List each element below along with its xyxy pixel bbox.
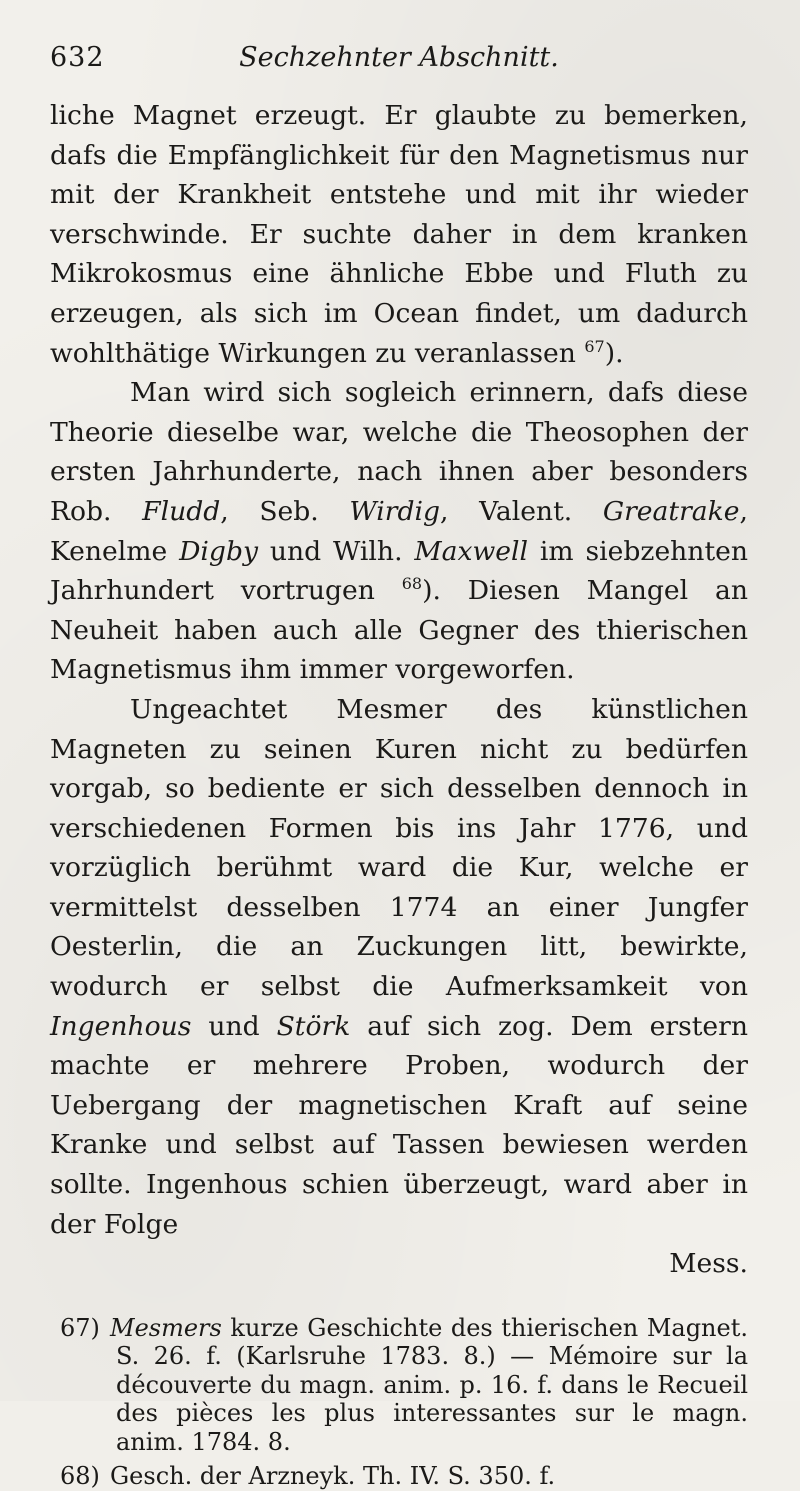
paragraph-2-text-a: Man wird sich sogleich erinnern, dafs diese Theorie dieselbe war, welche die Theosophen der ersten Jahrhunderte, nach ihnen aber besonders Rob.: [50, 377, 748, 527]
paragraph-2-text-e: und Wilh.: [269, 535, 403, 567]
footnote-68: [50, 1462, 748, 1491]
footnote-text: kurze Geschichte des thierischen Magnet. S. 26. f. (Karlsruhe 1783. 8.) — Mémoire sur la découverte du magn. anim. p. 16. f. dans le Recueil des pièces les plus interessantes sur le magn. anim. 1784. 8.: [116, 1313, 748, 1456]
name-greatrake: Greatrake: [602, 495, 740, 527]
running-head: Sechzehnter Abschnitt.: [239, 42, 559, 73]
paragraph-1-tail: ).: [604, 337, 624, 369]
main-text: [50, 96, 748, 1284]
footnote-label: 68): [60, 1462, 100, 1491]
footnote-67: [50, 1314, 748, 1457]
name-ingenhous: Ingenhous: [50, 1010, 192, 1042]
page-number: 632: [50, 42, 105, 73]
footnote-label: 67): [60, 1313, 100, 1342]
paragraph-2-text-d: , Kenelme: [50, 495, 748, 567]
paragraph-3-text-b: und: [208, 1010, 260, 1042]
paragraph-3-text-a: Ungeachtet Mesmer des künstlichen Magneten zu seinen Kuren nicht zu bedürfen vorgab, so bediente er sich desselben dennoch in verschiedenen Formen bis ins Jahr 1776, und vorzüglich berühmt ward die Kur, welche er vermittelst desselben 1774 an einer Jungfer Oesterlin, die an Zuckungen litt, bewirkte, wodurch er selbst die Aufmerksamkeit von: [50, 693, 748, 1003]
footnote-author: Mesmers: [110, 1313, 222, 1342]
name-digby: Digby: [179, 535, 259, 567]
name-maxwell: Maxwell: [414, 535, 529, 567]
footnotes: [50, 1314, 748, 1491]
paragraph-2: [50, 373, 748, 690]
paragraph-3-text-c: auf sich zog. Dem erstern machte er mehrere Proben, wodurch der Uebergang der magnetischen Kraft auf seine Kranke und selbst auf Tassen bewiesen werden sollte. Ingenhous schien überzeugt, ward aber in der Folge: [50, 1010, 748, 1240]
name-fludd: Fludd: [142, 495, 221, 527]
name-stoerk: Störk: [276, 1010, 351, 1042]
paragraph-2-text-b: , Seb.: [220, 495, 319, 527]
page-header: [50, 38, 748, 86]
paragraph-1: [50, 96, 748, 373]
catchword: Mess.: [669, 1248, 748, 1280]
footnote-ref-67: 67: [584, 336, 605, 356]
name-wirdig: Wirdig: [349, 495, 441, 527]
footnote-text: Gesch. der Arzneyk. Th. IV. S. 350. f.: [110, 1462, 556, 1491]
paragraph-3: [50, 690, 748, 1244]
paragraph-2-text-g: ). Diesen Mangel an Neuheit haben auch alle Gegner des thierischen Magnetismus ihm immer vorgeworfen.: [50, 575, 748, 686]
footnote-ref-68: 68: [401, 574, 423, 594]
paragraph-2-text-c: , Valent.: [440, 495, 573, 527]
paragraph-2-text-f: im siebzehnten Jahrhundert vortrugen: [50, 535, 748, 607]
paragraph-1-text: liche Magnet erzeugt. Er glaubte zu bemerken, dafs die Empfänglichkeit für den Magnetismus nur mit der Krankheit entstehe und mit ihr wieder verschwinde. Er suchte daher in dem kranken Mikrokosmus eine ähnliche Ebbe und Fluth zu erzeugen, als sich im Ocean findet, um dadurch wohlthätige Wirkungen zu veranlassen: [50, 100, 748, 369]
